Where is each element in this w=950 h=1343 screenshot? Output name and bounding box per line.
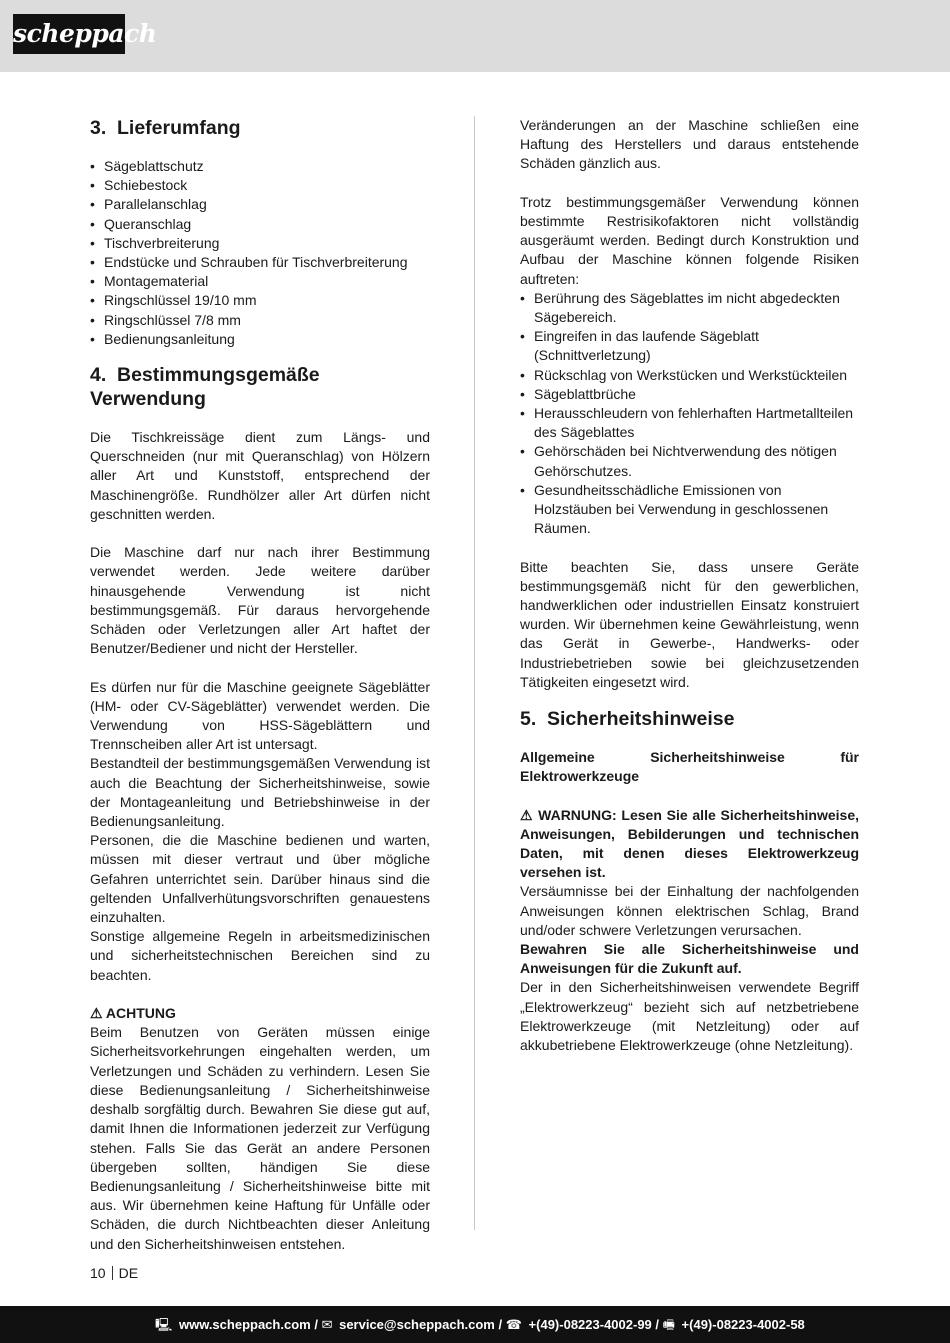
warning-text: ⚠ WARNUNG: Lesen Sie alle Sicherheitshinweise, Anweisungen, Bebilderungen und technischen Daten, mit denen dieses Elektrowerkzeug versehen ist. — [520, 806, 859, 881]
footer-phone: +(49)-08223-4002-99 — [528, 1317, 652, 1332]
fax-icon: 🖷 — [662, 1317, 675, 1332]
paragraph: Trotz bestimmungsgemäßer Verwendung können bestimmte Restrisikofaktoren nicht vollständig ausgeräumt werden. Bedingt durch Konstruktion und Aufbau der Maschine können folgende Risiken auftreten: — [520, 193, 859, 287]
list-item: • Herausschleudern von fehlerhaften Hartmetallteilen des Sägeblattes — [520, 404, 859, 442]
section-title: Lieferumfang — [117, 117, 241, 139]
list-item: • Tischverbreiterung — [90, 234, 430, 253]
paragraph: Es dürfen nur für die Maschine geeignete Sägeblätter (HM- oder CV-Sägeblätter) verwendet werden. Die Verwendung von HSS-Sägeblättern und Trennscheiben aller Art ist untersagt. — [90, 678, 430, 753]
subheading: Allgemeine Sicherheitshinweise für Elektrowerkzeuge — [520, 749, 859, 785]
paragraph: Bestandteil der bestimmungsgemäßen Verwendung ist auch die Beachtung der Sicherheitshinweise, sowie der Montageanleitung und Betriebshinweise in der Bedienungsanleitung. — [90, 755, 430, 830]
footer-email-link[interactable]: service@scheppach.com — [339, 1317, 495, 1332]
list-item: • Sägeblattbrüche — [520, 385, 859, 404]
paragraph: Veränderungen an der Maschine schließen eine Haftung des Herstellers und daraus entstehende Schäden gänzlich aus. — [520, 117, 859, 172]
list-item: • Eingreifen in das laufende Sägeblatt (Schnittverletzung) — [520, 327, 859, 365]
caution-text: Beim Benutzen von Geräten müssen einige Sicherheitsvorkehrungen eingehalten werden, um Verletzungen und Schäden zu verhindern. Lesen Sie diese Bedienungsanleitung / Sicherheitshinweise deshalb sorgfältig durch. Bewahren Sie diese gut auf, damit Ihnen die Informationen jederzeit zur Verfügung stehen. Falls Sie das Gerät an andere Personen übergeben sollten, händigen Sie diese Bedienungsanleitung / Sicherheitshinweise bitte mit aus. Wir übernehmen keine Haftung für Unfälle oder Schäden, die durch Nichtbeachten dieser Anleitung und den Sicherheitshinweisen entstehen. — [90, 1024, 430, 1252]
computer-icon: 🖳 — [155, 1317, 173, 1332]
caution-label: ⚠ ACHTUNG — [90, 1005, 176, 1022]
right-column — [520, 116, 859, 1055]
section-4-heading — [90, 363, 430, 411]
scope-of-delivery-list — [90, 157, 430, 349]
section-title: Sicherheitshinweise — [547, 708, 735, 731]
list-item: • Sägeblattschutz — [90, 157, 430, 176]
footer-fax: +(49)-08223-4002-58 — [681, 1317, 805, 1332]
page-header — [0, 0, 950, 72]
list-item: • Berührung des Sägeblattes im nicht abgedeckten Sägebereich. — [520, 289, 859, 327]
page-number-value: 10 — [90, 1265, 106, 1281]
keep-instructions-note: Bewahren Sie alle Sicherheitshinweise und Anweisungen für die Zukunft auf. — [520, 941, 859, 977]
list-item: • Rückschlag von Werkstücken und Werkstückteilen — [520, 366, 859, 385]
list-item: • Montagematerial — [90, 272, 430, 291]
paragraph: Versäumnisse bei der Einhaltung der nachfolgenden Anweisungen können elektrischen Schlag, Brand und/oder schwere Verletzungen verursachen. — [520, 883, 859, 938]
section-title: Bestimmungsgemäße Verwendung — [90, 364, 320, 411]
paragraph: Sonstige allgemeine Regeln in arbeitsmedizinischen und sicherheitstechnischen Bereichen sind zu beachten. — [90, 928, 430, 983]
column-divider — [474, 116, 475, 1230]
list-item: • Endstücke und Schrauben für Tischverbreiterung — [90, 253, 430, 272]
list-item: • Gesundheitsschädliche Emissionen von Holzstäuben bei Verwendung in geschlossenen Räumen. — [520, 481, 859, 539]
list-item: • Ringschlüssel 7/8 mm — [90, 311, 430, 330]
section-5-heading — [520, 707, 859, 731]
paragraph: Die Maschine darf nur nach ihrer Bestimmung verwendet werden. Jede weitere darüber hinausgehende Verwendung ist nicht bestimmungsgemäß. Für daraus hervorgehende Schäden oder Verletzungen aller Art haftet der Benutzer/Bediener und nicht der Hersteller. — [90, 544, 430, 657]
list-item: • Parallelanschlag — [90, 195, 430, 214]
footer-website-link[interactable]: www.scheppach.com — [178, 1317, 311, 1332]
paragraph: Personen, die die Maschine bedienen und warten, müssen mit dieser vertraut und über mögliche Gefahren unterrichtet sein. Darüber hinaus sind die geltenden Unfallverhütungsvorschriften genauestens einzuhalten. — [90, 832, 430, 926]
paragraph: Bitte beachten Sie, dass unsere Geräte bestimmungsgemäß nicht für den gewerblichen, handwerklichen oder industriellen Einsatz konstruiert wurden. Wir übernehmen keine Gewährleistung, wenn das Gerät in Gewerbe-, Handwerks- oder Industriebetrieben sowie bei gleichzusetzenden Tätigkeiten eingesetzt wird. — [520, 558, 859, 690]
email-icon: ✉ — [321, 1317, 333, 1332]
residual-risks-list — [520, 289, 859, 539]
page-number — [90, 1264, 138, 1283]
section-number: 3. — [90, 117, 107, 139]
phone-icon: ☎ — [505, 1317, 522, 1332]
list-item: • Ringschlüssel 19/10 mm — [90, 291, 430, 310]
brand-logo: scheppach — [13, 14, 125, 54]
page-footer: 🖳 www.scheppach.com / ✉ service@scheppach.com / ☎ +(49)-08223-4002-99 / 🖷 +(49)-08223-4002-58 — [0, 1306, 950, 1343]
section-number: 4. — [90, 364, 107, 387]
section-number: 5. — [520, 708, 537, 731]
list-item: • Schiebestock — [90, 176, 430, 195]
left-column — [90, 116, 430, 1254]
page-language: DE — [118, 1265, 139, 1281]
paragraph: Der in den Sicherheitshinweisen verwendete Begriff „Elektrowerkzeug“ bezieht sich auf netzbetriebene Elektrowerkzeuge (mit Netzleitung) oder auf akkubetriebene Elektrowerkzeuge (ohne Netzleitung). — [520, 979, 859, 1054]
list-item: • Bedienungsanleitung — [90, 330, 430, 349]
section-3-heading — [90, 116, 430, 140]
list-item: • Queranschlag — [90, 215, 430, 234]
paragraph: Die Tischkreissäge dient zum Längs- und Querschneiden (nur mit Queranschlag) von Hölzern aller Art und Kunststoff, entsprechend der Maschinengröße. Rundhölzer aller Art dürfen nicht geschnitten werden. — [90, 429, 430, 522]
list-item: • Gehörschäden bei Nichtverwendung des nötigen Gehörschutzes. — [520, 442, 859, 480]
